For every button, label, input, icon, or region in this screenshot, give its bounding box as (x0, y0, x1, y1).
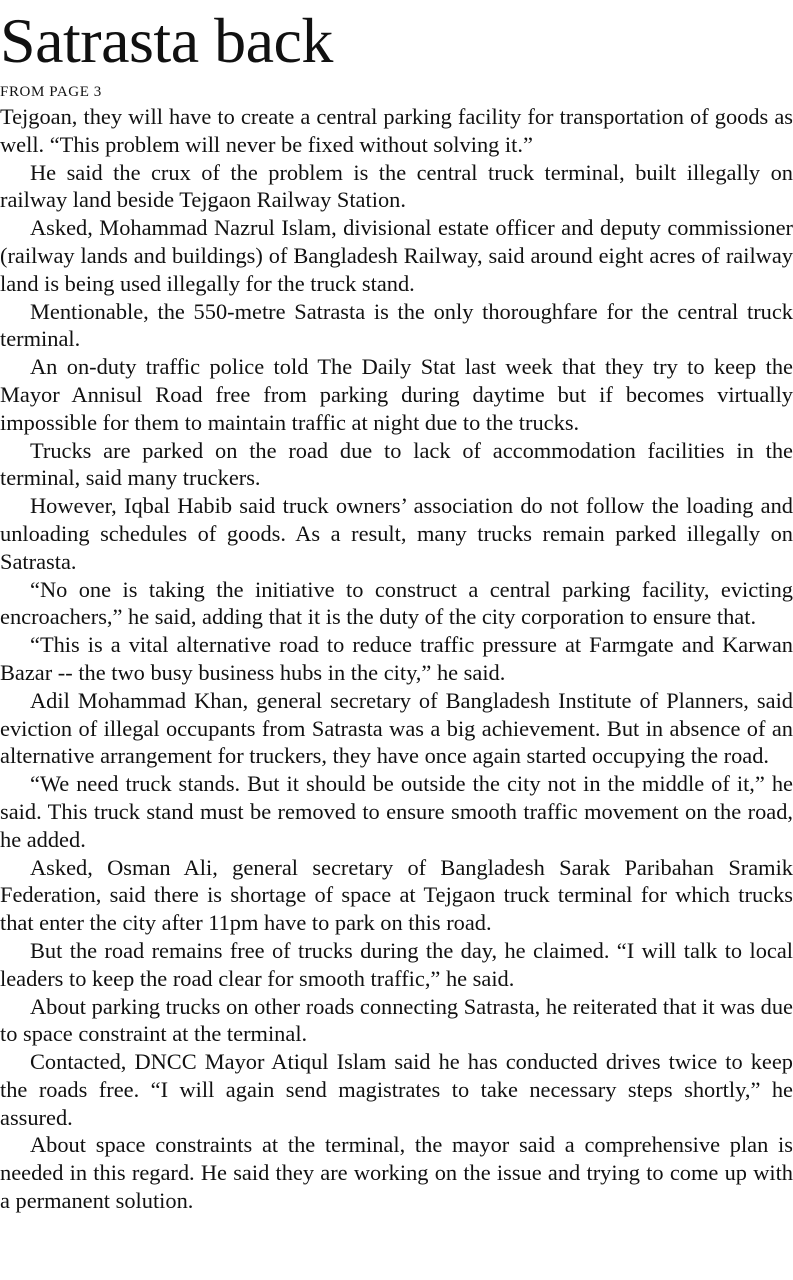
body-paragraph: Contacted, DNCC Mayor Atiqul Islam said he has conducted drives twice to keep the roads free. “I will again send magistrates to take necessary steps shortly,” he assured. (0, 1049, 793, 1130)
body-paragraph: Asked, Osman Ali, general secretary of Bangladesh Sarak Paribahan Sramik Federation, said there is shortage of space at Tejgaon truck terminal for which trucks that enter the city after 11pm have to park on this road. (0, 854, 793, 936)
body-paragraph: He said the crux of the problem is the central truck terminal, built illegally on railway land beside Tejgaon Railway Station. (0, 159, 793, 213)
body-paragraph: About parking trucks on other roads connecting Satrasta, he reiterated that it was due to space constraint at the terminal. (0, 993, 793, 1047)
body-paragraph: However, Iqbal Habib said truck owners’ association do not follow the loading and unloading schedules of goods. As a result, many trucks remain parked illegally on Satrasta. (0, 493, 793, 574)
body-paragraph: “We need truck stands. But it should be outside the city not in the middle of it,” he said. This truck stand must be removed to ensure smooth traffic movement on the road, he added. (0, 771, 793, 852)
article-body (0, 103, 793, 1215)
jump-line: FROM PAGE 3 (0, 84, 102, 100)
body-paragraph: Tejgoan, they will have to create a central parking facility for transportation of goods as well. “This problem will never be fixed without solving it.” (0, 104, 793, 157)
body-paragraph: About space constraints at the terminal, the mayor said a comprehensive plan is needed in this regard. He said they are working on the issue and trying to come up with a permanent solution. (0, 1132, 793, 1214)
body-paragraph: “This is a vital alternative road to reduce traffic pressure at Farmgate and Karwan Bazar -- the two busy business hubs in the city,” he said. (0, 632, 793, 685)
body-paragraph: An on-duty traffic police told The Daily Stat last week that they try to keep the Mayor Annisul Road free from parking during daytime but if becomes virtually impossible for them to maintain traffic at night due to the trucks. (0, 354, 793, 435)
body-paragraph: Adil Mohammad Khan, general secretary of Bangladesh Institute of Planners, said eviction of illegal occupants from Satrasta was a big achievement. But in absence of an alternative arrangement for truckers, they have once again started occupying the road. (0, 687, 793, 769)
body-paragraph: Trucks are parked on the road due to lack of accommodation facilities in the terminal, said many truckers. (0, 437, 793, 491)
body-paragraph: Mentionable, the 550-metre Satrasta is the only thoroughfare for the central truck terminal. (0, 298, 793, 352)
body-paragraph: “No one is taking the initiative to construct a central parking facility, evicting encroachers,” he said, adding that it is the duty of the city corporation to ensure that. (0, 576, 793, 630)
body-paragraph: Asked, Mohammad Nazrul Islam, divisional estate officer and deputy commissioner (railway lands and buildings) of Bangladesh Railway, said around eight acres of railway land is being used illegally for the truck stand. (0, 215, 793, 296)
body-paragraph: But the road remains free of trucks during the day, he claimed. “I will talk to local leaders to keep the road clear for smooth traffic,” he said. (0, 937, 793, 991)
headline: Satrasta back (0, 5, 333, 76)
